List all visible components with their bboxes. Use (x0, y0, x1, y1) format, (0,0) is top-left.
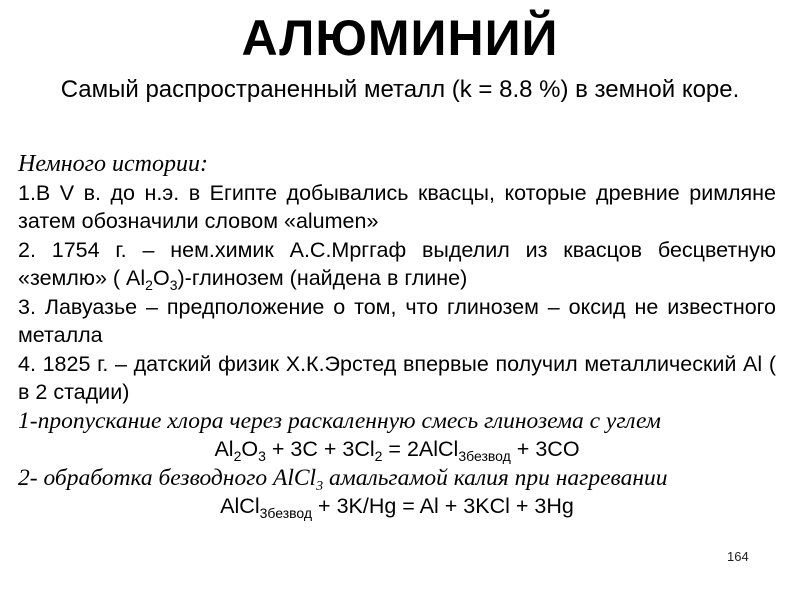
eq1-sub-c: 2 (374, 448, 383, 464)
stage2-text-before: 2- обработка безводного AlCl (18, 464, 317, 491)
history-heading: Немного истории: (18, 151, 208, 177)
history-item-4: 4. 1825 г. – датский физик Х.К.Эрстед впервые получил металлический Al ( в 2 стадии) (18, 351, 776, 404)
eq1-sub-a: 2 (233, 448, 242, 464)
item2-text-before: 2. 1754 г. – нем.химик А.С.Мрггаф выделил из квасцов бесцветную «землю» ( Al (18, 237, 776, 290)
history-item-2 (18, 236, 776, 293)
eq1-part-c: + 3C + 3Cl (265, 437, 375, 461)
slide-body (18, 150, 776, 521)
stage-2-description (18, 464, 776, 493)
stage2-text-after: амальгамой калия при нагревании (323, 464, 668, 491)
page-number: 164 (727, 549, 749, 564)
equation-2 (18, 492, 776, 521)
slide-subtitle: Самый распространенный металл (k = 8.8 %) в земной коре. (60, 76, 740, 103)
eq1-part-a: Al (214, 437, 234, 461)
item2-text-mid: O (152, 266, 170, 290)
eq2-part-a: AlCl (220, 494, 260, 518)
item2-subscript-2: 3 (169, 277, 178, 293)
equation-1 (18, 435, 776, 464)
eq2-part-b: + 3K/Hg = Al + 3KCl + 3Hg (312, 494, 574, 518)
slide-title: АЛЮМИНИЙ (241, 10, 559, 66)
item2-text-after: )-глинозем (найдена в глине) (177, 266, 468, 290)
eq1-part-b: O (241, 437, 259, 461)
eq1-part-d: = 2AlCl (382, 437, 459, 461)
stage-1-description: 1-пропускание хлора через раскаленную смесь глинозема с углем (18, 407, 661, 434)
stage2-subscript: 3 (316, 478, 324, 494)
eq1-sub-d: 3безвод (458, 448, 511, 464)
eq1-sub-b: 3 (258, 448, 266, 464)
eq2-sub-a: 3безвод (259, 505, 313, 521)
eq1-part-e: + 3CO (510, 437, 580, 461)
history-item-3: 3. Лавуазье – предположение о том, что глинозем – оксид не известного металла (18, 294, 776, 347)
item2-subscript-1: 2 (145, 277, 153, 293)
history-item-1: 1.В V в. до н.э. в Египте добывались квасцы, которые древние римляне затем обозначили словом «alumen» (18, 180, 776, 233)
